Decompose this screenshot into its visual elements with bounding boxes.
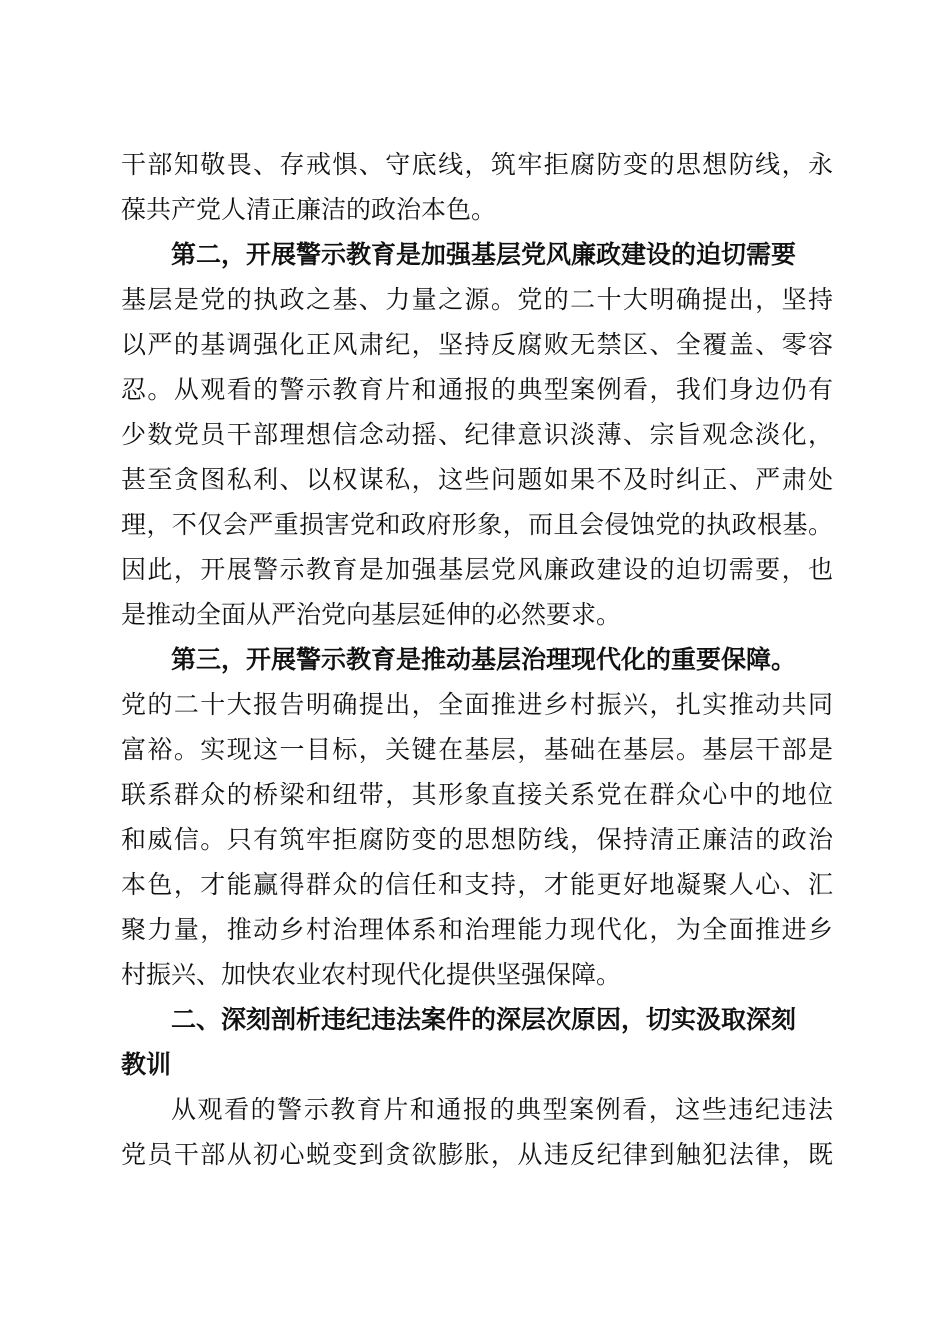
section-point-heading: 第二，开展警示教育是加强基层党风廉政建设的迫切需要: [171, 240, 797, 269]
body-text-line: 联系群众的桥梁和纽带，其形象直接关系党在群众心中的地位: [121, 780, 833, 809]
body-text-line: 因此，开展警示教育是加强基层党风廉政建设的迫切需要，也: [121, 555, 833, 584]
body-text-line: 是推动全面从严治党向基层延伸的必然要求。: [121, 600, 622, 629]
section-heading-continuation: 教训: [121, 1050, 172, 1079]
body-text-line: 党员干部从初心蜕变到贪欲膨胀，从违反纪律到触犯法律，既: [121, 1140, 833, 1169]
body-text-line: 党的二十大报告明确提出，全面推进乡村振兴，扎实推动共同: [121, 690, 833, 719]
body-text-line: 干部知敬畏、存戒惧、守底线，筑牢拒腐防变的思想防线，永: [121, 150, 833, 179]
body-text-line: 基层是党的执政之基、力量之源。党的二十大明确提出，坚持: [121, 285, 833, 314]
section-heading: 二、深刻剖析违纪违法案件的深层次原因，切实汲取深刻: [171, 1005, 797, 1034]
body-text-line: 忍。从观看的警示教育片和通报的典型案例看，我们身边仍有: [121, 375, 833, 404]
body-text-line: 葆共产党人清正廉洁的政治本色。: [121, 195, 497, 224]
body-text-line: 以严的基调强化正风肃纪，坚持反腐败无禁区、全覆盖、零容: [121, 330, 833, 359]
body-text-line: 和威信。只有筑牢拒腐防变的思想防线，保持清正廉洁的政治: [121, 825, 833, 854]
body-text-line: 从观看的警示教育片和通报的典型案例看，这些违纪违法: [171, 1095, 833, 1124]
body-text-line: 少数党员干部理想信念动摇、纪律意识淡薄、宗旨观念淡化，: [121, 420, 833, 449]
body-text-line: 富裕。实现这一目标，关键在基层，基础在基层。基层干部是: [121, 735, 833, 764]
body-text-line: 本色，才能赢得群众的信任和支持，才能更好地凝聚人心、汇: [121, 870, 833, 899]
body-text-line: 村振兴、加快农业农村现代化提供坚强保障。: [121, 960, 622, 989]
body-text-line: 甚至贪图私利、以权谋私，这些问题如果不及时纠正、严肃处: [121, 465, 833, 494]
body-text-line: 聚力量，推动乡村治理体系和治理能力现代化，为全面推进乡: [121, 915, 833, 944]
section-point-heading: 第三，开展警示教育是推动基层治理现代化的重要保障。: [171, 645, 797, 674]
body-text-line: 理，不仅会严重损害党和政府形象，而且会侵蚀党的执政根基。: [121, 510, 833, 539]
